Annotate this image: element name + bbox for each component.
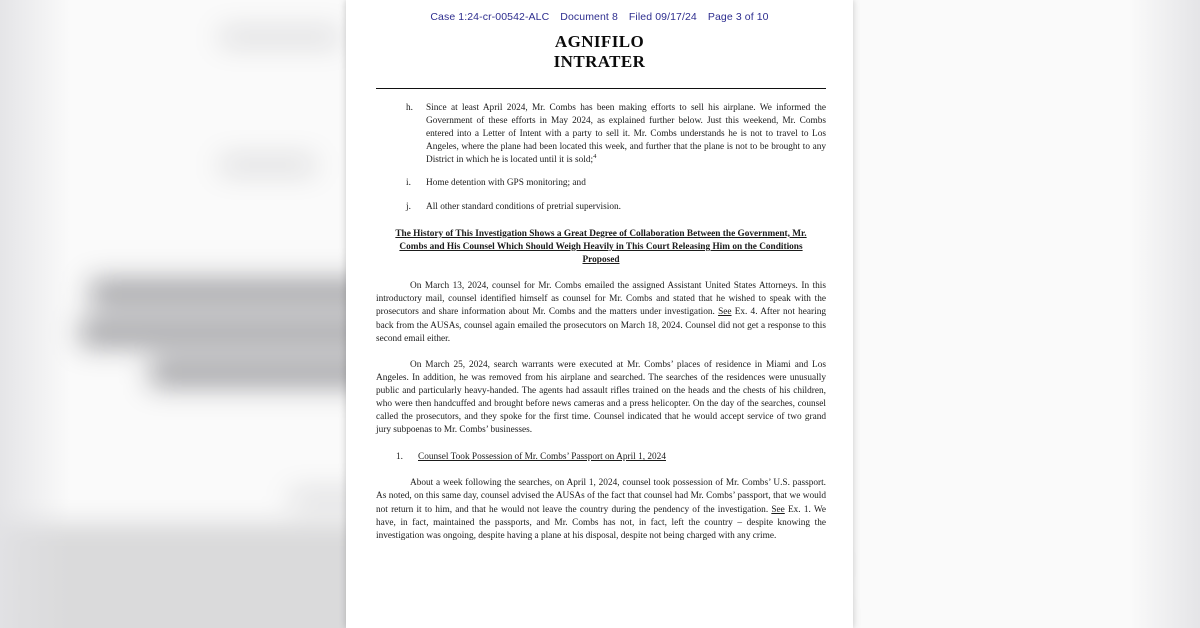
letterhead-line-2: INTRATER — [553, 52, 646, 71]
ecf-document-number: Document 8 — [560, 11, 618, 23]
paragraph-text: About a week following the searches, on April 1, 2024, counsel took possession of Mr. Combs’ U.S. passport. As noted, on this same day, counsel advised the AUSAs of the fact that counsel had Mr. Combs’ passport, that we would not return it to him, and that he would not leave the country during the pendency of the investigation. — [376, 478, 826, 515]
list-item-text: Home detention with GPS monitoring; and — [426, 178, 586, 189]
citation-signal: See — [771, 504, 785, 515]
subsection-heading — [376, 451, 826, 464]
paragraph-text-cont: Ex. 4. After not hearing back from the AUSAs, counsel again emailed the prosecutors on March 18, 2024. Counsel did not get a response to this second email either. — [376, 307, 826, 344]
backdrop-right-vignette — [1130, 0, 1200, 628]
letterhead-divider — [376, 88, 826, 89]
document-body — [376, 102, 826, 543]
list-item-text: All other standard conditions of pretrial supervision. — [426, 201, 621, 212]
list-item-marker: i. — [406, 178, 411, 189]
letterhead-line-1: AGNIFILO — [554, 32, 645, 51]
ecf-case-number: Case 1:24-cr-00542-ALC — [430, 11, 550, 23]
letterhead — [346, 32, 853, 72]
footnote-marker: 4 — [593, 153, 597, 161]
list-item — [376, 177, 826, 190]
list-item-marker: h. — [406, 103, 413, 113]
paragraph-text-cont: Ex. 1. We have, in fact, maintained the passports, and Mr. Combs has not, in fact, left the country – despite knowing the investigation was ongoing, despite having a plane at his disposal, despite not being charged with any crime. — [376, 504, 826, 541]
subsection-title: Counsel Took Possession of Mr. Combs’ Passport on April 1, 2024 — [418, 452, 666, 463]
list-item-marker: j. — [406, 201, 411, 212]
list-item — [376, 102, 826, 167]
body-paragraph — [376, 280, 826, 345]
body-paragraph: On March 25, 2024, search warrants were executed at Mr. Combs’ places of residence in Miami and Los Angeles. In addition, he was removed from his airplane and searched. The searches of the residences were unusually public and particularly heavy-handed. The agents had assault rifles trained on the heads and the chests of his children, who were then handcuffed and brought before news cameras and a press helicopter. On the day of the searches, counsel called the prosecutors, and they spoke for the first time. Counsel indicated that he would accept service of two grand jury subpoenas to Mr. Combs’ businesses. — [376, 359, 826, 436]
list-item — [376, 201, 826, 214]
subsection-marker: 1. — [396, 452, 403, 463]
section-heading: The History of This Investigation Shows a Great Degree of Collaboration Between the Government, Mr. Combs and His Counsel Which Should Weigh Heavily in This Court Releasing Him on the Conditions Proposed — [395, 228, 807, 266]
paragraph-text: On March 13, 2024, counsel for Mr. Combs emailed the assigned Assistant United States Attorneys. In this introductory mail, counsel identified himself as counsel for Mr. Combs and stated that he wished to speak with the prosecutors and share information about Mr. Combs and the matters under investigation. — [376, 281, 826, 318]
citation-signal: See — [718, 307, 732, 318]
backdrop-left-vignette — [0, 0, 70, 628]
list-item-body: Since at least April 2024, Mr. Combs has been making efforts to sell his airplane. We informed the Government of these efforts in May 2024, as explained further below. Just this weekend, Mr. Combs entered into a Letter of Intent with a party to sell it. Mr. Combs understands he is not to travel to Los Angeles, where the plane had been located this week, and further that the plane is not to be brought to any District in which he is located until it is sold; — [426, 103, 826, 166]
list-item-text — [426, 102, 826, 167]
document-page — [346, 0, 853, 628]
ecf-page-number: Page 3 of 10 — [707, 11, 769, 23]
ecf-header-stamp — [346, 11, 853, 23]
ecf-filed-date: Filed 09/17/24 — [628, 11, 697, 23]
body-paragraph — [376, 477, 826, 542]
